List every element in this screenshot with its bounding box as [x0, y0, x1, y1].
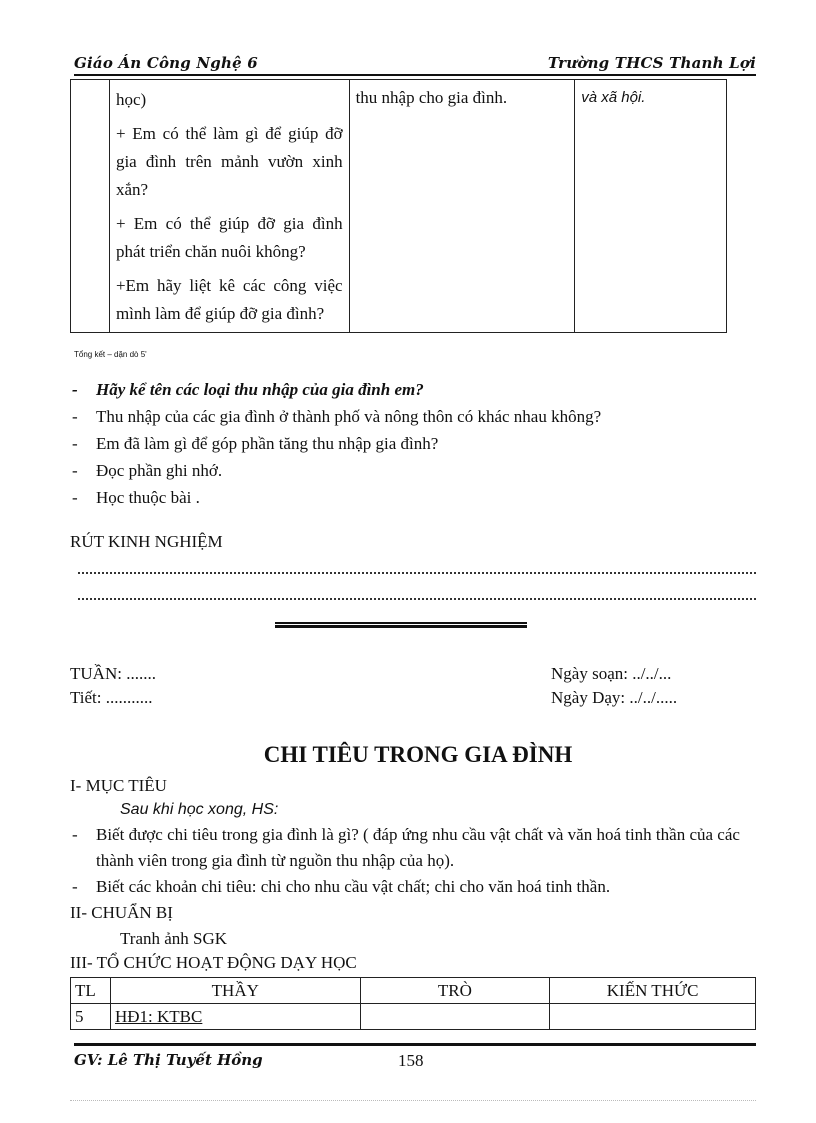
objective-text: Biết được chi tiêu trong gia đình là gì? ( đáp ứng nhu cầu vật chất và văn hoá tinh thần của các thành viên trong gia đình từ nguồn thu nhập của họ).: [96, 825, 740, 870]
cell-time: 5: [71, 1004, 111, 1030]
page-header: [74, 54, 756, 76]
teacher-question: + Em có thể làm gì để giúp đỡ gia đình trên mảnh vườn xinh xắn?: [115, 124, 343, 199]
cell-teacher: HĐ1: KTBC: [110, 1004, 360, 1030]
section-objectives-heading: I- MỤC TIÊU: [70, 776, 167, 795]
continued-lesson-table: [70, 79, 727, 333]
table-cell-student: thu nhập cho gia đình.: [349, 80, 575, 333]
objective-item: [70, 822, 760, 874]
summary-bullet-list: [70, 376, 601, 511]
bottom-dotted-line: [70, 1100, 756, 1101]
objective-text: Biết các khoản chi tiêu: chi cho nhu cầu vật chất; chi cho văn hoá tinh thần.: [96, 877, 611, 896]
section-activities-heading: III- TỔ CHỨC HOẠT ĐỘNG DẠY HỌC: [70, 953, 357, 972]
header-cell-student: TRÒ: [360, 978, 550, 1004]
list-item: - Thu nhập của các gia đình ở thành phố và nông thôn có khác nhau không?: [70, 403, 601, 430]
header-subject: Giáo Án Công Nghệ 6: [74, 54, 258, 72]
list-item: - Đọc phần ghi nhớ.: [70, 457, 601, 484]
list-item: - Hãy kể tên các loại thu nhập của gia đình em?: [70, 376, 601, 403]
table-header-row: [71, 978, 756, 1004]
prep-date-label: Ngày soạn: ../../...: [551, 664, 672, 683]
list-item: - Em đã làm gì để góp phần tăng thu nhập gia đình?: [70, 430, 601, 457]
page-number: 158: [398, 1051, 424, 1070]
period-label: Tiết: ...........: [70, 688, 153, 707]
activity-table: [70, 977, 756, 1030]
experience-heading: RÚT KINH NGHIỆM: [70, 532, 223, 551]
footer-teacher: GV: Lê Thị Tuyết Hồng: [74, 1051, 263, 1069]
objectives-intro: Sau khi học xong, HS:: [120, 801, 279, 818]
week-label: TUẦN: .......: [70, 664, 156, 683]
preparation-content: Tranh ảnh SGK: [120, 929, 228, 948]
lesson-title: CHI TIÊU TRONG GIA ĐÌNH: [263, 742, 573, 767]
teach-date-label: Ngày Dạy: ../../.....: [551, 688, 678, 707]
cell-knowledge: [550, 1004, 756, 1030]
table-row: [71, 1004, 756, 1030]
section-divider: [275, 622, 527, 628]
table-cell-teacher: [109, 80, 349, 333]
cell-student: [360, 1004, 550, 1030]
header-cell-tl: TL: [71, 978, 111, 1004]
teacher-question: +Em hãy liệt kê các công việc mình làm để giúp đỡ gia đình?: [115, 276, 343, 323]
teacher-question: + Em có thể giúp đỡ gia đình phát triển chăn nuôi không?: [115, 214, 343, 261]
objective-item: [70, 874, 760, 900]
table-cell-knowledge: và xã hội.: [575, 80, 727, 333]
table-cell-time: [71, 80, 110, 333]
dotted-line: [78, 598, 756, 600]
summary-note: Tổng kết – dặn dò 5': [74, 350, 147, 359]
header-cell-knowledge: KIẾN THỨC: [550, 978, 756, 1004]
page-footer: [74, 1043, 756, 1073]
header-cell-teacher: THẦY: [110, 978, 360, 1004]
teacher-line: học): [115, 90, 147, 109]
section-preparation-heading: II- CHUẨN BỊ: [70, 903, 173, 922]
header-school: Trường THCS Thanh Lợi: [547, 54, 756, 72]
bullet-dash: -: [72, 825, 78, 844]
table-row: [71, 80, 727, 333]
dotted-line: [78, 572, 756, 574]
bullet-dash: -: [72, 877, 78, 896]
list-item: - Học thuộc bài .: [70, 484, 601, 511]
